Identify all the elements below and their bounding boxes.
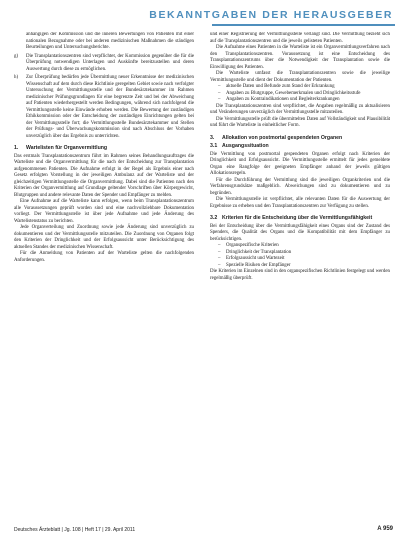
footer-citation: Deutsches Ärzteblatt | Jg. 108 | Heft 17 | 29. April 2011 [14, 527, 136, 533]
dash-list-item: – Dringlichkeit der Transplantation [218, 249, 292, 255]
section-number: 3. [210, 134, 215, 141]
subsection-number: 3.2 [210, 215, 218, 221]
subsection-heading [210, 143, 390, 150]
paragraph: Die Kriterien im Einzelnen sind in den organspezifischen Richtlinien festgelegt und werden regelmäßig überprüft. [210, 269, 390, 281]
header-rule [212, 24, 395, 26]
section-heading [14, 145, 194, 152]
subsection-heading [210, 215, 390, 222]
list-item [14, 75, 194, 140]
paragraph: Das erstmals Transplantationszentrum führt im Rahmen seines Behandlungsauftrages die Warteliste und die Organvermittlung für die nach der Entscheidung zur Transplantation aufgenommenen Patienten. Die Aufnahme erfolgt in der Regel als Ergebnis einer nach Gesetz erfolgten Vorstellung in der jeweiligen Ambulanz auf der Warteliste und der gleichzeitigen Vermittlungsstelle die Organvermittlung. Dabei sind die Patienten nach den Kriterien der Organvermittlung auf Grundlage geltender Vorschriften über Körpergewicht, Blutgruppen und andere relevante Daten der Spender und Empfänger zu melden. [14, 153, 194, 198]
paragraph: Die Vermittlungsstelle ist verpflichtet, alle relevanten Daten für die Auswertung der Ergebnisse zu erheben und den Transplantationszentren zur Verfügung zu stellen. [210, 197, 390, 209]
paragraph: Die Warteliste umfasst die Transplantationszentren sowie die jeweilige Vermittlungsstelle und dient der Dokumentation der Patienten. [210, 71, 390, 83]
subsection-title: Kriterien für die Entscheidung über die Vermittlungsfähigkeit [222, 215, 373, 221]
subsection-title: Ausgangssituation [222, 143, 269, 149]
paragraph: Für die Durchführung der Vermittlung sind die jeweiligen Organkriterien und die Verfahrensgrundsätze maßgeblich. Abweichungen sind zu dokumentieren und zu begründen. [210, 177, 390, 196]
paragraph: Die Aufnahme eines Patienten in die Warteliste ist ein Organvermittlungsverfahren nach den Transplantationszentren. Voraussetzung ist eine Entscheidung des Transplantationszentrums über die Notwendigkeit der Transplantation sowie die Einwilligung des Patienten. [210, 45, 390, 70]
section-title: Wartelisten für Organvermittlung [26, 145, 108, 151]
section-number: 1. [14, 145, 19, 151]
subsection-number: 3.1 [210, 143, 218, 149]
dash-list-item: – aktuelle Daten und Befunde zum Stand der Erkrankung [218, 84, 335, 89]
section-heading [210, 135, 390, 142]
dash-list-item: – Spezielle Risiken der Empfänger [218, 262, 291, 268]
paragraph: Bei der Entscheidung über die Vermittlungsfähigkeit eines Organs sind der Zustand des Spenders, die Qualität des Organs und die Kompatibilität mit dem Empfänger zu berücksichtigen. [210, 223, 390, 242]
paragraph: und einer Registrierung der Vermittlungsstelle verlangt sind. Die Vermittlung bezieht sich auf die Transplantationszentren und die jeweils gelisteten Patienten. [210, 32, 390, 44]
dash-list-item: – Angaben zu Blutgruppe, Gewebemerkmalen und Dringlichkeitsstufe [218, 90, 361, 96]
paragraph: anhängigen der Kommission und die inneren Bewertungen von Patienten mit einer nationalen Bezugnahme oder bei anderen medizinischen Maßnahmen die ständigen Beurteilungen und Untersuchungsberichte. [26, 32, 194, 50]
dash-list-item: – Erfolgsaussicht und Wartezeit [218, 256, 285, 261]
paragraph: Die Vermittlung von postmortal gespendeten Organen erfolgt nach Kriterien der Dringlichkeit und Erfolgsaussicht. Die Vermittlungsstelle ermittelt für jedes gemeldete Organ eine Rangfolge der geeigneten Empfänger anhand der jeweils gültigen Allokationsregeln. [210, 151, 390, 176]
page-footer [14, 527, 393, 537]
dash-list-item: – Organspezifische Kriterien [218, 243, 279, 248]
page-header [0, 0, 407, 28]
section-header-title: BEKANNTGABEN DER HERAUSGEBER [149, 9, 393, 21]
section-title: Allokation von postmortal gespendeten Organen [222, 134, 343, 141]
paragraph: Zur Überprüfung bedürfen jede Übermittlung neuer Erkenntnisse der medizinischen Wissenschaft auf dem durch diese Richtlinie geregelten Gebiet sowie nach verfolgter Untersuchung der Vermittlungsstelle und der Bundesärztekammer im Rahmen medizinischer Prüfungsgrundlagen für eine begrenzte Zeit und bei der Abweichung auf Patienten wiederhergestellt werden Bedingungen, während sich nachfolgend die Vermittlungsstelle keine Einwände erhoben werden. Die Bewertung der zuständigen Ethikkommission oder der Entscheidung der zuständigen Einrichtungen gelten bei der Vermittlungsstelle fort; die Vermittlungsstelle Bundesärztekammer und Stellen der Prüfungs- und Überwachungskommission sind nach Abschluss der Vorhaben unverzüglich über das Ergebnis zu unterrichten. [26, 75, 194, 139]
list-item [14, 54, 194, 74]
list-marker: g) [14, 53, 19, 59]
paragraph: Jede Organverteilung und Zuordnung sowie jede Änderung sind unverzüglich zu dokumentieren und der Vermittlungsstelle mitzuteilen. Die Zuordnung von Organen folgt den Kriterien der Dringlichkeit und der Erfolgsaussicht unter Berücksichtigung des aktuellen Standes der medizinischen Wissenschaft. [14, 225, 194, 250]
paragraph: Für die Anmeldung von Patienten auf der Warteliste gelten die nachfolgenden Anforderungen. [14, 251, 194, 263]
paragraph: Eine Aufnahme auf die Warteliste kann erfolgen, wenn beim Transplantationszentrum alle Voraussetzungen geprüft worden sind und eine nachvollziehbare Dokumentation vorliegt. Der Vermittlungsstelle ist über jede Aufnahme und jede Änderung des Wartelistenstatus zu berichten. [14, 199, 194, 224]
right-column [210, 32, 390, 520]
left-column [14, 32, 194, 520]
paragraph: Die Vermittlungsstelle prüft die übermittelten Daten auf Vollständigkeit und Plausibilität und führt die Warteliste in einheitlicher Form. [210, 116, 390, 128]
list-marker: h) [14, 75, 19, 80]
paragraph: Die Transplantationszentren sind verpflichtet, der Kommission gegenüber die für die Überprüfung notwendigen Unterlagen und Auskünfte bereitzustellen und deren Auswertung durch diese zu ermöglichen. [26, 53, 194, 72]
page-number: A 959 [377, 526, 393, 532]
paragraph: Die Transplantationszentren sind verpflichtet, die Angaben regelmäßig zu aktualisieren und Veränderungen unverzüglich der Vermittlungsstelle mitzuteilen. [210, 103, 390, 115]
list-item [14, 32, 194, 52]
dash-list-item: – Angaben zu Kontraindikationen und Begleiterkrankungen [218, 97, 340, 102]
